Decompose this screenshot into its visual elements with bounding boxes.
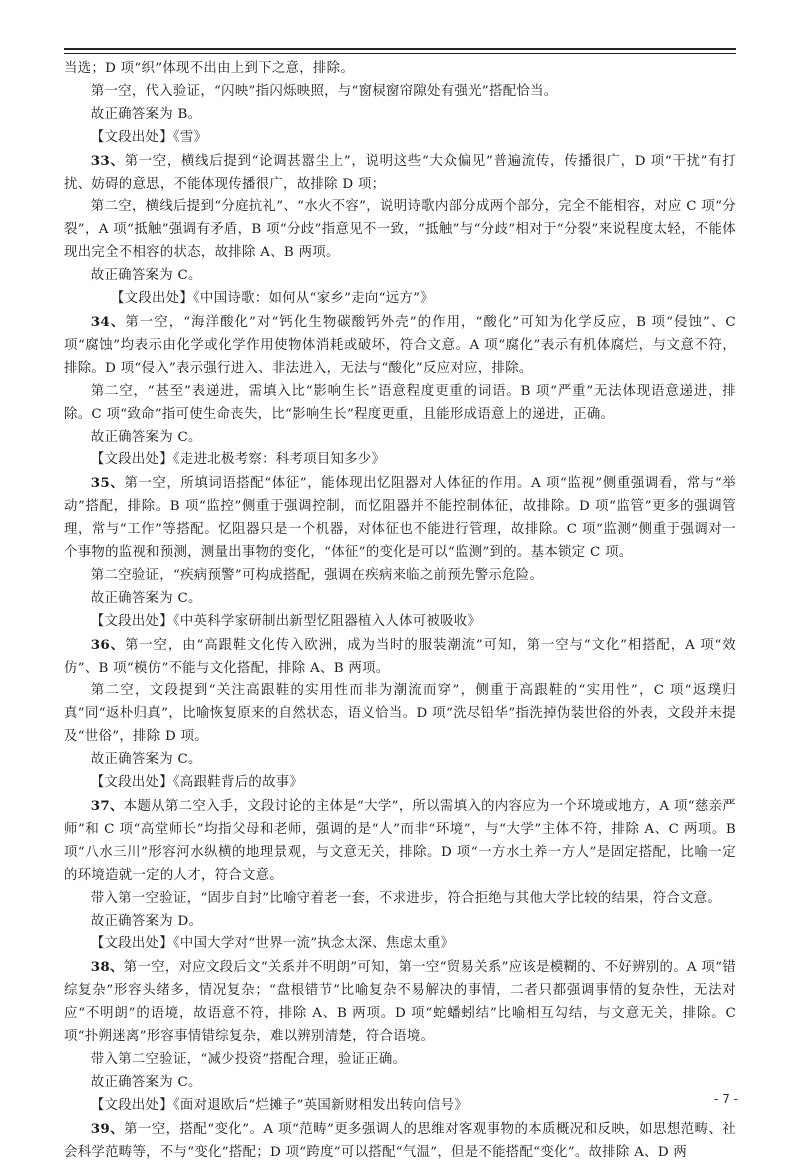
paragraph-text: 第二空，“甚至”表递进，需填入比“影响生长”语意程度更重的词语。B 项“严重”无法体现语意递进，排除。C 项“致命”指可使生命丧失，比“影响生长”程度更重，且能形成语意上的递进，正确。 bbox=[64, 383, 736, 422]
question-number: 34、 bbox=[90, 313, 126, 330]
paragraph-text: 【文段出处】《高跟鞋背后的故事》 bbox=[90, 775, 304, 791]
question-answer bbox=[64, 956, 736, 1049]
question-answer bbox=[64, 634, 736, 681]
page-number: - 7 - bbox=[714, 1092, 738, 1106]
paragraph-text: 【文段出处】《面对退欧后“烂摊子”英国新财相发出转向信号》 bbox=[90, 1097, 469, 1113]
paragraph bbox=[64, 749, 736, 772]
question-answer bbox=[64, 472, 736, 565]
source-citation bbox=[64, 127, 736, 150]
header-rule-thick bbox=[64, 48, 736, 50]
paragraph-text: 【文段出处】《雪》 bbox=[90, 129, 208, 145]
paragraph-text: 【文段出处】《中英科学家研制出新型忆阻器植入人体可被吸收》 bbox=[90, 613, 482, 629]
source-citation bbox=[64, 772, 736, 795]
source-citation bbox=[64, 1095, 736, 1118]
paragraph-text: 第二空，文段提到“关注高跟鞋的实用性而非为潮流而穿”，侧重于高跟鞋的“实用性”，C 项“返璞归真”同“返朴归真”，比喻恢复原来的自然状态，语义恰当。D 项“洗尽铅华”指洗掉伪装世俗的外表，文段并未提及“世俗”，排除 D 项。 bbox=[64, 683, 736, 745]
paragraph-text: 故正确答案为 C。 bbox=[90, 1074, 202, 1090]
question-number: 35、 bbox=[90, 475, 125, 492]
paragraph-text: 故正确答案为 C。 bbox=[90, 429, 202, 445]
paragraph bbox=[64, 196, 736, 265]
paragraph bbox=[64, 104, 736, 127]
question-answer bbox=[64, 795, 736, 888]
paragraph bbox=[64, 1072, 736, 1095]
paragraph-text: 【文段出处】《中国大学对“世界一流”执念太深、焦虑太重》 bbox=[90, 936, 455, 952]
paragraph-text: 【文段出处】《走进北极考察：科考项目知多少》 bbox=[90, 452, 386, 468]
paragraph bbox=[64, 680, 736, 749]
paragraph bbox=[64, 81, 736, 104]
paragraph-text: 带入第一空验证，“固步自封”比喻守着老一套，不求进步，符合拒绝与其他大学比较的结果，符合文意。 bbox=[90, 890, 722, 906]
question-answer bbox=[64, 311, 736, 381]
paragraph-text: 【文段出处】《中国诗歌：如何从“家乡”走向“远方”》 bbox=[110, 291, 434, 307]
paragraph-text: 故正确答案为 B。 bbox=[90, 106, 202, 122]
paragraph-text: 第二空，横线后提到“分庭抗礼”、“水火不容”，说明诗歌内部分成两个部分，完全不能相容，对应 C 项“分裂”，A 项“抵触”强调有矛盾，B 项“分歧”指意见不一致，“抵触”与“分歧”相对于“分裂”来说程度太轻，不能体现出完全不相容的状态，故排除 A、B 两项。 bbox=[64, 199, 736, 261]
paragraph-text: 第一空，“海洋酸化”对“钙化生物碳酸钙外壳”的作用，“酸化”可知为化学反应，B 项“侵蚀”、C 项“腐蚀”均表示由化学或化学作用使物体消耗或破坏，符合文意。A 项“腐化”表示有机体腐烂，与文意不符，排除。D 项“侵入”表示强行进入、非法进入，无法与“酸化”反应对应，排除。 bbox=[64, 314, 736, 376]
paragraph-text: 第二空验证，“疾病预警”可构成搭配，强调在疾病来临之前预先警示危险。 bbox=[90, 567, 544, 583]
question-answer bbox=[64, 150, 736, 197]
paragraph-text: 本题从第二空入手，文段讨论的主体是“大学”，所以需填入的内容应为一个环境或地方，A 项“慈亲严师”和 C 项“高堂师长”均指父母和老师，强调的是“人”而非“环境”，与“大学”主体不符，排除 A、C 两项。B 项“八水三川”形容河水纵横的地理景观，与文意无关，排除。D 项“一方水土养一方人”是固定搭配，比喻一定的环境造就一定的人才，符合文意。 bbox=[64, 799, 736, 883]
paragraph-text: 第一空，对应文段后文“关系并不明朗”可知，第一空“贸易关系”应该是模糊的、不好辨别的。A 项“错综复杂”形容头绪多，情况复杂；“盘根错节”比喻复杂不易解决的事情，二者只都强调事情的复杂性，无法对应“不明朗”的语境，故语意不符，排除 A、B 两项。D 项“蛇蟠蚓结”比喻相互勾结，与文意无关，排除。C 项“扑朔迷离”形容事情错综复杂，难以辨别清楚，符合语境。 bbox=[64, 960, 736, 1045]
paragraph-text: 第一空，横线后提到“论调甚嚣尘上”，说明这些“大众偏见”普遍流传，传播很广，D 项“干扰”有打扰、妨碍的意思，不能体现传播很广，故排除 D 项； bbox=[64, 153, 736, 192]
paragraph bbox=[64, 911, 736, 934]
source-citation bbox=[64, 611, 736, 634]
paragraph-text: 故正确答案为 C。 bbox=[90, 268, 202, 284]
document-body bbox=[64, 58, 736, 1165]
paragraph bbox=[64, 1049, 736, 1072]
paragraph bbox=[64, 565, 736, 588]
source-citation bbox=[64, 449, 736, 472]
paragraph-text: 第一空，代入验证，“闪映”指闪烁映照，与“窗棂窗帘隙处有强光”搭配恰当。 bbox=[90, 83, 558, 99]
paragraph-text: 第一空，由“高跟鞋文化传入欧洲，成为当时的服装潮流”可知，第一空与“文化”相搭配，A 项“效仿”、B 项“模仿”不能与文化搭配，排除 A、B 两项。 bbox=[64, 637, 736, 676]
paragraph bbox=[64, 381, 736, 427]
paragraph bbox=[64, 265, 736, 288]
question-number: 39、 bbox=[90, 1120, 125, 1137]
question-number: 37、 bbox=[90, 798, 124, 814]
paragraph-text: 第一空，所填词语搭配“体征”，能体现出忆阻器对人体征的作用。A 项“监视”侧重强调看，常与“举动”搭配，排除。B 项“监控”侧重于强调控制，而忆阻器并不能控制体征，故排除。D 项“监管”更多的强调管理，常与“工作”等搭配。忆阻器只是一个机器，对体征也不能进行管理，故排除。C 项“监测”侧重于强调对一个事物的监视和预测，测量出事物的变化，“体征”的变化是可以“监测”到的。基本锁定 C 项。 bbox=[64, 476, 736, 561]
question-number: 33、 bbox=[90, 152, 125, 169]
paragraph-text: 故正确答案为 C。 bbox=[90, 752, 202, 768]
paragraph-text: 故正确答案为 D。 bbox=[90, 913, 203, 929]
question-number: 36、 bbox=[90, 636, 125, 653]
paragraph-text: 当选；D 项“织”体现不出由上到下之意，排除。 bbox=[64, 61, 355, 76]
question-number: 38、 bbox=[90, 959, 124, 976]
paragraph bbox=[64, 888, 736, 911]
paragraph-text: 第一空，搭配“变化”。A 项“范畴”更多强调人的思维对客观事物的本质概况和反映，如思想范畴、社会科学范畴等，不与“变化”搭配；D 项“跨度”可以搭配“气温”，但是不能搭配“变化”。故排除 A、D 两 bbox=[64, 1121, 736, 1160]
paragraph-text: 带入第二空验证，“减少投资”搭配合理，验证正确。 bbox=[90, 1051, 407, 1067]
paragraph bbox=[64, 58, 736, 81]
paragraph bbox=[64, 588, 736, 611]
source-citation bbox=[64, 288, 736, 311]
question-answer bbox=[64, 1118, 736, 1165]
paragraph-text: 故正确答案为 C。 bbox=[90, 590, 202, 606]
paragraph bbox=[64, 427, 736, 450]
header-rule-thin bbox=[64, 53, 736, 54]
source-citation bbox=[64, 933, 736, 956]
